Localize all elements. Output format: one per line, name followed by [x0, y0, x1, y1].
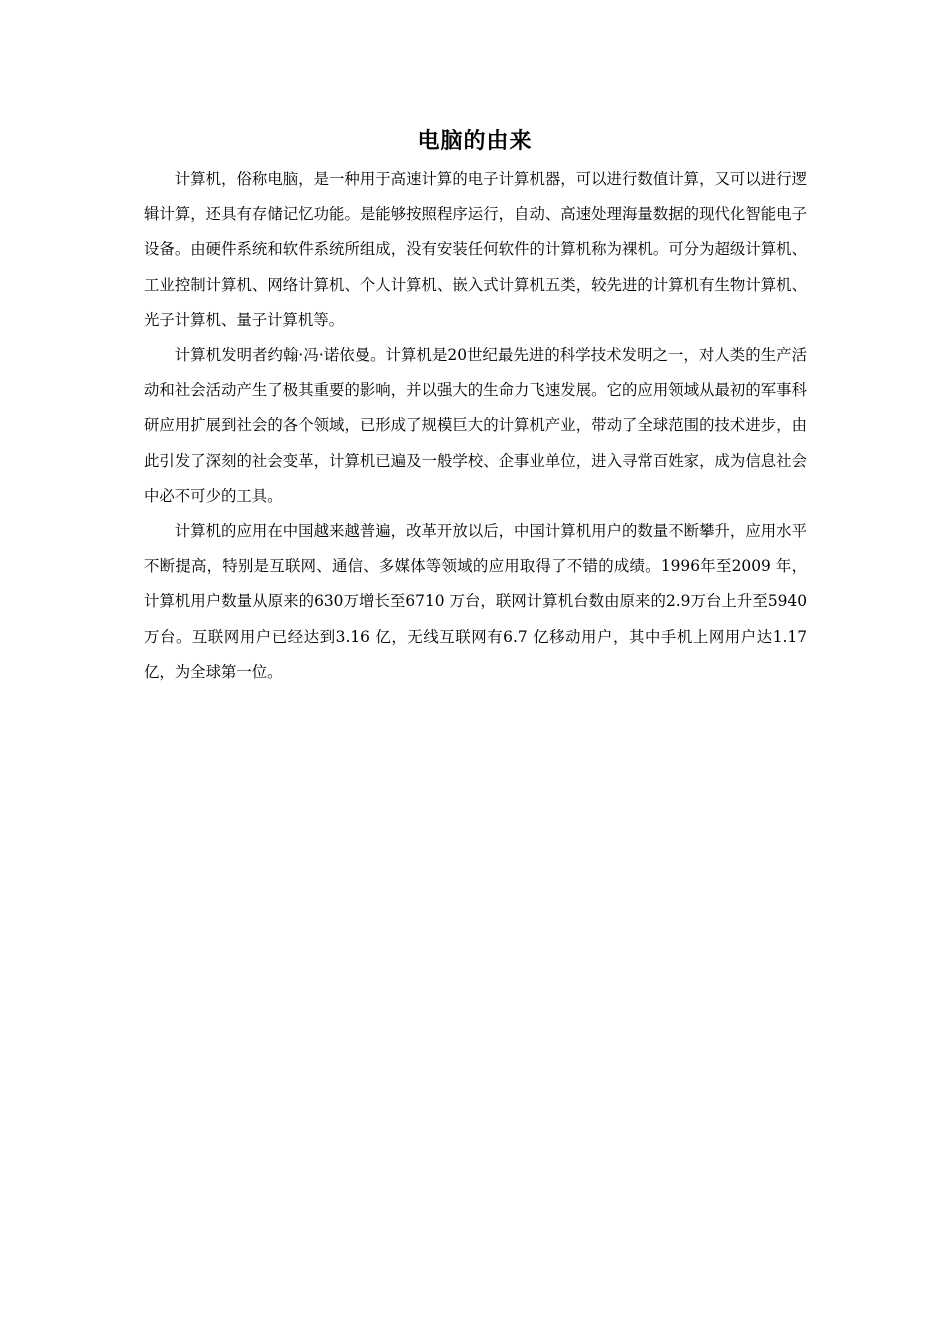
- paragraph-computer-definition: 计算机，俗称电脑，是一种用于高速计算的电子计算机器，可以进行数值计算，又可以进行逻辑计算，还具有存储记忆功能。是能够按照程序运行，自动、高速处理海量数据的现代化智能电子设备。由硬件系统和软件系统所组成，没有安装任何软件的计算机称为裸机。可分为超级计算机、工业控制计算机、网络计算机、个人计算机、嵌入式计算机五类，较先进的计算机有生物计算机、光子计算机、量子计算机等。: [144, 170, 807, 329]
- page-title: 电脑的由来: [417, 129, 533, 154]
- document-body: [144, 162, 807, 690]
- paragraph-computer-history: 计算机发明者约翰·冯·诺依曼。计算机是20世纪最先进的科学技术发明之一，对人类的生产活动和社会活动产生了极其重要的影响，并以强大的生命力飞速发展。它的应用领域从最初的军事科研应用扩展到社会的各个领域，已形成了规模巨大的计算机产业，带动了全球范围的技术进步，由此引发了深刻的社会变革，计算机已遍及一般学校、企事业单位，进入寻常百姓家，成为信息社会中必不可少的工具。: [144, 346, 807, 505]
- paragraph-computer-in-china: 计算机的应用在中国越来越普遍，改革开放以后，中国计算机用户的数量不断攀升，应用水平不断提高，特别是互联网、通信、多媒体等领域的应用取得了不错的成绩。1996年至2009 年，计算机用户数量从原来的630万增长至6710 万台，联网计算机台数由原来的2.9万台上升至5940万台。互联网用户已经达到3.16 亿，无线互联网有6.7 亿移动用户，其中手机上网用户达1.17 亿，为全球第一位。: [144, 522, 807, 681]
